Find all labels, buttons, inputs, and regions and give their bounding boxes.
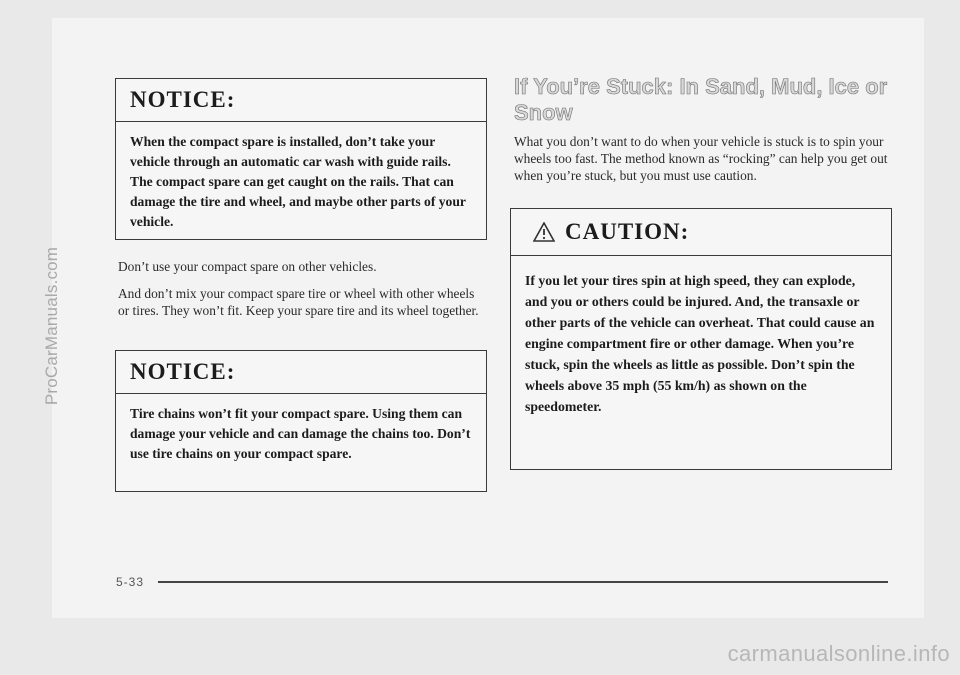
paragraph-mix-tires: And don’t mix your compact spare tire or wheel with other wheels or tires. They won’t fit. Keep your spare tire and its wheel together. (118, 286, 479, 318)
caution-box (510, 208, 892, 470)
notice-header (116, 79, 486, 122)
caution-header (511, 209, 891, 256)
section-title: If You’re Stuck: In Sand, Mud, Ice or Snow (514, 74, 888, 125)
notice-box-car-wash (115, 78, 487, 240)
warning-triangle-icon (533, 222, 555, 242)
section-intro: What you don’t want to do when your vehicle is stuck is to spin your wheels too fast. The method known as “rocking” can help you get out when you’re stuck, but you must use caution. (514, 134, 888, 183)
caution-title: CAUTION: (565, 219, 690, 244)
footer-rule (158, 581, 888, 583)
notice-title: NOTICE: (130, 87, 236, 112)
notice-title: NOTICE: (130, 359, 236, 384)
page-number: 5-33 (116, 575, 145, 589)
paragraph-other-vehicles: Don’t use your compact spare on other vehicles. (118, 259, 377, 274)
notice-header (116, 351, 486, 394)
notice-body: When the compact spare is installed, don’t take your vehicle through an automatic car wash with guide rails. The compact spare can get caught on the rails. That can damage the tire and wheel, and maybe other parts of your vehicle. (130, 134, 466, 229)
side-watermark: ProCarManuals.com (42, 246, 61, 406)
notice-body: Tire chains won’t fit your compact spare. Using them can damage your vehicle and can damage the chains too. Don’t use tire chains on your compact spare. (130, 406, 471, 461)
notice-box-tire-chains (115, 350, 487, 492)
bottom-watermark: carmanualsonline.info (727, 641, 950, 666)
caution-body: If you let your tires spin at high speed, they can explode, and you or others could be injured. And, the transaxle or other parts of the vehicle can overheat. That could cause an engine compartment fire or other damage. When you’re stuck, spin the wheels as little as possible. Don’t spin the wheels above 35 mph (55 km/h) as shown on the speedometer. (525, 273, 875, 414)
